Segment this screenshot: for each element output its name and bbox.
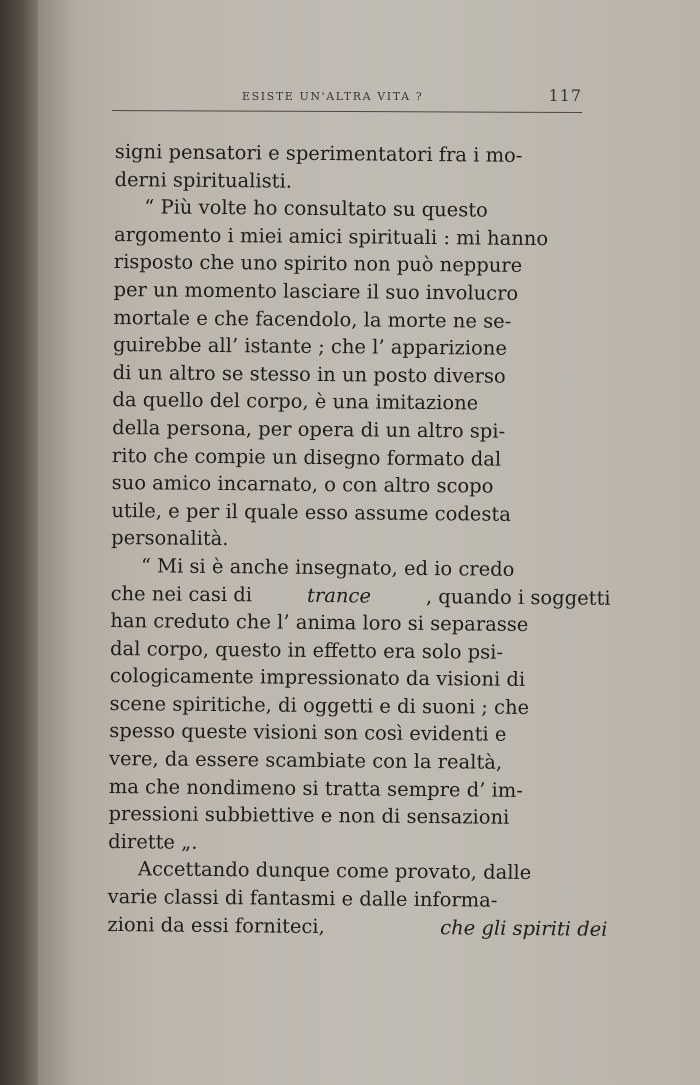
body-text — [107, 138, 615, 943]
text-line: “ Più volte ho consultato su questo — [144, 195, 488, 222]
text-line: da quello del corpo, è una imitazione — [112, 388, 479, 415]
running-title: ESISTE UN'ALTRA VITA ? — [242, 90, 424, 103]
text-segment-italic: trance — [307, 583, 372, 607]
text-line: di un altro se stesso in un posto diverso — [112, 360, 506, 388]
text-line: mortale e che facendolo, la morte ne se- — [113, 305, 512, 333]
text-line: dal corpo, questo in effetto era solo psi- — [109, 636, 504, 664]
text-line: ma che nondimeno si tratta sempre d’ im- — [108, 774, 524, 802]
text-segment-italic: che gli spiriti dei — [440, 915, 608, 941]
text-line: della persona, per opera di un altro spi- — [112, 415, 506, 443]
text-line: rito che compie un disegno formato dal — [111, 443, 502, 471]
text-line: han creduto che l’ anima loro si separasse — [110, 609, 529, 637]
text-line — [107, 911, 607, 943]
text-segment: , quando i soggetti — [425, 584, 611, 610]
text-line: risposto che uno spirito non può neppure — [113, 250, 523, 278]
text-line: varie classi di fantasmi e dalle informa- — [107, 884, 498, 912]
text-line: cologicamente impressionato da visioni di — [109, 664, 526, 692]
text-line: suo amico incarnato, o con altro scopo — [111, 471, 494, 498]
text-line: guirebbe all’ istante ; che l’ apparizione — [112, 333, 508, 360]
text-line: utile, e per il quale esso assume codesta — [111, 498, 512, 526]
text-line: spesso queste visioni son così evidenti e — [109, 719, 507, 747]
text-line: vere, da essere scambiate con la realtà, — [108, 747, 503, 774]
book-spine — [0, 0, 42, 1085]
text-line: derni spiritualisti. — [114, 167, 293, 193]
page-header — [112, 86, 582, 110]
text-line: scene spiritiche, di oggetti e di suoni ; che — [109, 691, 530, 719]
text-line: pressioni subbiettive e non di sensazioni — [108, 802, 510, 830]
text-line: Accettando dunque come provato, dalle — [137, 857, 532, 885]
text-segment: zioni da essi forniteci, — [107, 912, 325, 938]
page-number: 117 — [548, 86, 582, 105]
text-line: “ Mi si è anche insegnato, ed io credo — [140, 554, 515, 581]
text-line: per un momento lasciare il suo involucro — [113, 277, 519, 305]
text-line: signi pensatori e sperimentatori fra i mo- — [114, 139, 523, 167]
text-line: dirette „. — [108, 829, 198, 854]
text-line: argomento i miei amici spirituali : mi hanno — [113, 222, 549, 250]
text-line: personalità. — [111, 526, 229, 551]
text-segment: che nei casi di — [110, 581, 253, 606]
